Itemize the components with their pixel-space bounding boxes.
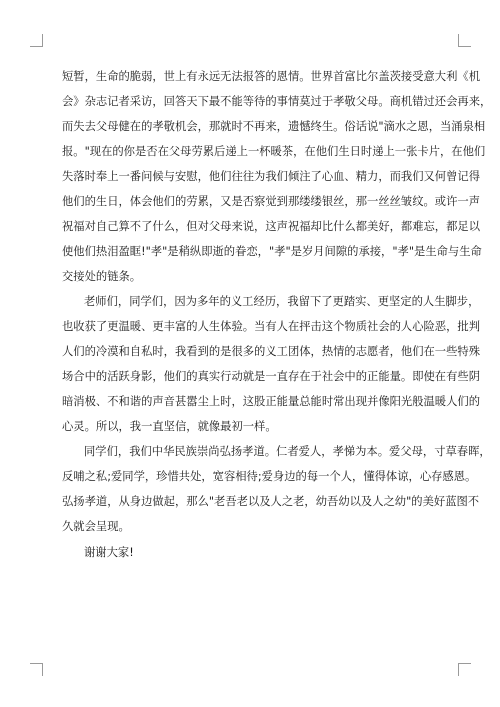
paragraph-3-line: 弘扬孝道，从身边做起，那么"老吾老以及人之老，幼吾幼以及人之幼"的美好蓝图不 bbox=[62, 495, 480, 508]
paragraph-2-line: 人们的冷漠和自私时，我看到的是很多的义工团体，热情的志愿者，他们在一些特殊 bbox=[62, 345, 480, 358]
paragraph-3-line: 久就会呈现。 bbox=[62, 520, 130, 533]
paragraph-3-line: 反哺之私;爱同学，珍惜共处，宽容相待;爱身边的每一个人，懂得体谅，心存感恩。 bbox=[62, 470, 477, 483]
paragraph-1-line: 短暂，生命的脆弱，世上有永远无法报答的恩情。世界首富比尔盖茨接受意大利《机 bbox=[62, 70, 480, 83]
paragraph-2-line: 心灵。所以，我一直坚信，就像最初一样。 bbox=[62, 420, 277, 433]
paragraph-2-line: 暗消极、不和谐的声音甚嚣尘上时，这股正能量总能时常出现并像阳光般温暖人们的 bbox=[62, 395, 480, 408]
margin-corner-mark-top-left bbox=[30, 34, 43, 47]
paragraph-1-line: 使他们热泪盈眶!"孝"是稍纵即逝的眷恋，"孝"是岁月间隙的承接，"孝"是生命与生命 bbox=[62, 245, 482, 258]
paragraph-3-line: 同学们，我们中华民族崇尚弘扬孝道。仁者爱人，孝悌为本。爱父母，寸草春晖， bbox=[84, 445, 491, 458]
paragraph-1-line: 会》杂志记者采访，回答天下最不能等待的事情莫过于孝敬父母。商机错过还会再来， bbox=[62, 95, 492, 108]
margin-corner-mark-bottom-right bbox=[458, 663, 471, 676]
margin-corner-mark-bottom-left bbox=[30, 663, 43, 676]
paragraph-1-line: 报。"现在的你是否在父母劳累后递上一杯暖茶，在他们生日时递上一张卡片，在他们 bbox=[62, 145, 486, 158]
closing-line: 谢谢大家! bbox=[84, 546, 134, 559]
paragraph-2-line: 也收获了更温暖、更丰富的人生体验。当有人在抨击这个物质社会的人心险恶，批判 bbox=[62, 320, 480, 333]
margin-corner-mark-top-right bbox=[458, 34, 471, 47]
paragraph-1-line: 交接处的链条。 bbox=[62, 270, 142, 283]
paragraph-1-line: 失落时奉上一番问候与安慰，他们往往为我们倾注了心血、精力，而我们又何曾记得 bbox=[62, 170, 480, 183]
paragraph-1-line: 祝福对自己算不了什么，但对父母来说，这声祝福却比什么都美好，都难忘，都足以 bbox=[62, 220, 480, 233]
paragraph-2-line: 老师们，同学们，因为多年的义工经历，我留下了更踏实、更坚定的人生脚步， bbox=[84, 295, 480, 308]
paragraph-1-line: 他们的生日，体会他们的劳累，又是否察觉到那缕缕银丝，那一丝丝皱纹。或许一声 bbox=[62, 195, 480, 208]
paragraph-1-line: 而失去父母健在的孝敬机会，那就时不再来，遗憾终生。俗话说"滴水之恩，当涌泉相 bbox=[62, 120, 486, 133]
paragraph-2-line: 场合中的活跃身影，他们的真实行动就是一直存在于社会中的正能量。即使在有些阴 bbox=[62, 370, 480, 383]
